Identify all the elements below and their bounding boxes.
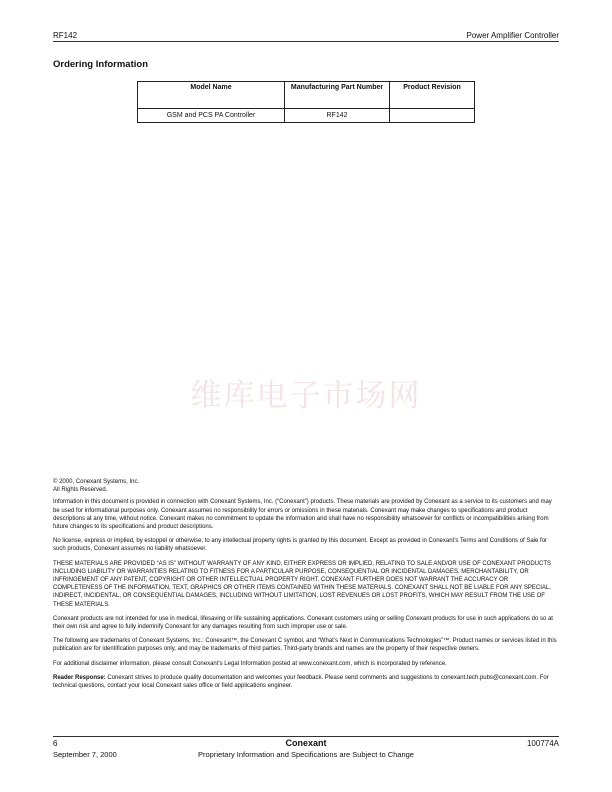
column-header: Model Name [138, 82, 285, 109]
header-doc-title: Power Amplifier Controller [466, 31, 559, 40]
trademark-paragraph: The following are trademarks of Conexant Systems, Inc.: Conexant™, the Conexant C symbol, and “What’s Next in Communications Technologies”™. Product names or services listed in this publication are for identification purposes only, and may be trademarks of third parties. Third-party brands and names are the property of their respective owners. [53, 638, 557, 653]
document-number: 100774A [526, 739, 559, 748]
reader-response-paragraph [53, 674, 559, 690]
disclaimer-paragraph: Information in this document is provided in connection with Conexant Systems, Inc. (“Conexant”) products. These materials are provided by Conexant as a service to its customers and may be used for informational purposes only. Conexant assumes no responsibility for errors or omissions in these materials. Conexant may make changes to specifications and product descriptions at any time, without notice. Conexant makes no commitment to update the information and shall have no responsibility whatsoever for conflicts or incompatibilities arising from future changes to its specifications and product descriptions. [53, 499, 552, 531]
footer-date: September 7, 2000 [53, 750, 117, 759]
license-paragraph: No license, express or implied, by estoppel or otherwise, to any intellectual property rights is granted by this document. Except as provided in Conexant’s Terms and Conditions of Sale for such products, Conexant assumes no liability whatsoever. [53, 538, 548, 553]
additional-disclaimer-paragraph: For additional disclaimer information, please consult Conexant’s Legal Information posted at www.conexant.com, which is incorporated by reference. [53, 660, 447, 667]
table-cell-model: GSM and PCS PA Controller [138, 109, 285, 123]
header-divider [53, 41, 559, 42]
header-doc-id: RF142 [53, 31, 78, 40]
legal-notice [53, 478, 559, 696]
table-row [138, 109, 475, 123]
table-header-row [138, 82, 475, 109]
table-cell-part-number: RF142 [285, 109, 390, 123]
copyright-line: © 2000, Conexant Systems, Inc. [53, 479, 140, 485]
proprietary-notice: Proprietary Information and Specifications are Subject to Change [198, 750, 414, 759]
copyright-notice [53, 478, 559, 494]
footer-brand: Conexant [285, 738, 327, 748]
column-header: Product Revision [390, 82, 475, 109]
page-number: 6 [53, 739, 58, 748]
ordering-table [137, 81, 475, 123]
reader-response-label: Reader Response: [53, 674, 106, 681]
watermark: 维库电子市场网 [190, 378, 422, 414]
table-cell-revision [390, 109, 475, 123]
section-title: Ordering Information [53, 59, 148, 70]
rights-line: All Rights Reserved. [53, 487, 108, 494]
footer-divider [53, 736, 559, 737]
medical-use-paragraph: Conexant products are not intended for use in medical, lifesaving or life sustaining applications. Conexant customers using or selling Conexant products for use in such applications do so at their own risk and agree to fully indemnify Conexant for any damages resulting from such improper use or sale. [53, 615, 553, 631]
column-header: Manufacturing Part Number [285, 82, 390, 109]
warranty-paragraph: THESE MATERIALS ARE PROVIDED “AS IS” WITHOUT WARRANTY OF ANY KIND, EITHER EXPRESS OR IMPLIED, RELATING TO SALE AND/OR USE OF CONEXANT PRODUCTS INCLUDING LIABILITY OR WARRANTIES RELATING TO FITNESS FOR A PARTICULAR PURPOSE, CONSEQUENTIAL OR INCIDENTAL DAMAGES, MERCHANTABILITY, OR INFRINGEMENT OF ANY PATENT, COPYRIGHT OR OTHER INTELLECTUAL PROPERTY RIGHT. CONEXANT FURTHER DOES NOT WARRANT THE ACCURACY OR COMPLETENESS OF THE INFORMATION, TEXT, GRAPHICS OR OTHER ITEMS CONTAINED WITHIN THESE MATERIALS. CONEXANT SHALL NOT BE LIABLE FOR ANY SPECIAL, INDIRECT, INCIDENTAL, OR CONSEQUENTIAL DAMAGES, INCLUDING WITHOUT LIMITATION, LOST REVENUES OR LOST PROFITS, WHICH MAY RESULT FROM THE USE OF THESE MATERIALS. [53, 560, 551, 608]
reader-response-text: Conexant strives to produce quality documentation and welcomes your feedback. Please send comments and suggestions to conexant.tech.pubs@conexant.com. For technical questions, contact your local Conexant sales office or field applications engineer. [53, 674, 549, 690]
